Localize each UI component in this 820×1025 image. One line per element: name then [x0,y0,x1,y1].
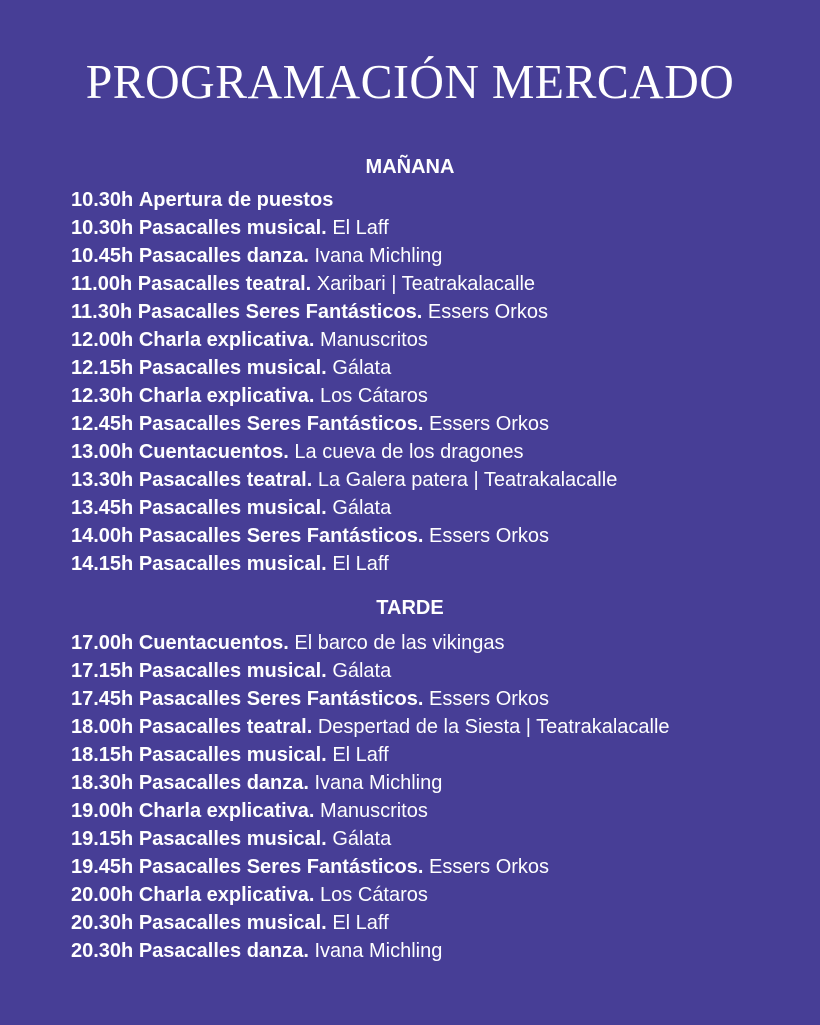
event-activity: Pasacalles musical. [138,357,327,379]
event-activity: Pasacalles musical. [138,912,327,934]
event-performer: Gálata [332,828,392,850]
event-time: 10.30h [71,189,134,211]
event-time: 14.00h [71,525,134,547]
schedule-item [71,298,617,326]
event-time: 10.30h [71,217,134,239]
event-performer: Los Cátaros [320,385,428,407]
event-activity: Pasacalles Seres Fantásticos. [137,301,423,323]
event-activity: Pasacalles musical. [138,744,327,766]
page-title: PROGRAMACIÓN MERCADO [85,54,735,109]
schedule-item [71,438,617,466]
event-performer: La cueva de los dragones [294,441,524,463]
schedule-item [71,741,670,769]
schedule-item [71,466,617,494]
event-time: 12.00h [71,329,134,351]
schedule-item [71,881,670,909]
event-performer: Gálata [332,357,392,379]
schedule-item [71,769,670,797]
morning-heading: MAÑANA [365,156,455,178]
event-activity: Pasacalles musical. [138,828,327,850]
event-time: 18.00h [71,716,134,738]
event-performer: Manuscritos [320,800,428,822]
schedule-item [71,214,617,242]
schedule-item [71,410,617,438]
event-time: 13.00h [71,441,134,463]
event-activity: Pasacalles teatral. [137,273,312,295]
event-activity: Cuentacuentos. [138,632,289,654]
event-activity: Pasacalles Seres Fantásticos. [138,688,424,710]
schedule-item [71,242,617,270]
event-performer: Gálata [332,660,392,682]
event-time: 12.30h [71,385,134,407]
event-performer: Ivana Michling [314,772,443,794]
event-time: 18.30h [71,772,134,794]
event-time: 19.00h [71,800,134,822]
event-performer: El Laff [332,744,389,766]
schedule-item [71,797,670,825]
event-activity: Pasacalles musical. [138,553,327,575]
event-activity: Pasacalles Seres Fantásticos. [138,413,424,435]
event-activity: Charla explicativa. [138,800,315,822]
schedule-item [71,550,617,578]
event-time: 19.15h [71,828,134,850]
event-performer: Ivana Michling [314,940,443,962]
event-performer: Gálata [332,497,392,519]
schedule-item [71,657,670,685]
schedule-item [71,713,670,741]
schedule-item [71,685,670,713]
event-performer: Despertad de la Siesta | Teatrakalacalle [317,716,670,738]
afternoon-schedule-list [71,629,670,965]
schedule-item [71,825,670,853]
event-activity: Pasacalles teatral. [138,469,313,491]
event-performer: Essers Orkos [427,301,548,323]
event-time: 13.45h [71,497,134,519]
morning-schedule-list [71,186,617,578]
event-time: 17.45h [71,688,134,710]
afternoon-heading: TARDE [376,597,444,619]
event-activity: Pasacalles teatral. [138,716,313,738]
schedule-item [71,186,617,214]
schedule-item [71,853,670,881]
event-performer: Essers Orkos [429,856,550,878]
schedule-item [71,909,670,937]
event-performer: La Galera patera | Teatrakalacalle [317,469,618,491]
event-time: 20.00h [71,884,134,906]
schedule-item [71,354,617,382]
event-activity: Pasacalles danza. [138,772,309,794]
event-performer: El barco de las vikingas [294,632,505,654]
event-performer: Los Cátaros [320,884,428,906]
schedule-item [71,629,670,657]
event-time: 19.45h [71,856,134,878]
event-time: 11.30h [71,301,133,323]
event-activity: Pasacalles musical. [138,660,327,682]
event-performer: Xaribari | Teatrakalacalle [316,273,536,295]
event-performer: El Laff [332,217,389,239]
event-performer: Ivana Michling [314,245,443,267]
event-activity: Pasacalles Seres Fantásticos. [138,525,424,547]
event-performer: El Laff [332,912,389,934]
event-performer: Essers Orkos [429,688,550,710]
event-time: 13.30h [71,469,134,491]
schedule-item [71,937,670,965]
event-time: 14.15h [71,553,134,575]
event-activity: Cuentacuentos. [138,441,289,463]
event-time: 11.00h [71,273,133,295]
event-time: 17.00h [71,632,134,654]
schedule-item [71,382,617,410]
event-time: 20.30h [71,912,134,934]
event-time: 10.45h [71,245,134,267]
event-activity: Charla explicativa. [138,385,315,407]
event-activity: Pasacalles danza. [138,245,309,267]
schedule-item [71,522,617,550]
event-time: 12.45h [71,413,134,435]
event-performer: Manuscritos [320,329,428,351]
event-activity: Apertura de puestos [138,189,334,211]
event-performer: Essers Orkos [429,525,550,547]
event-time: 17.15h [71,660,134,682]
event-performer: El Laff [332,553,389,575]
event-activity: Pasacalles danza. [138,940,309,962]
schedule-item [71,494,617,522]
event-activity: Pasacalles Seres Fantásticos. [138,856,424,878]
event-performer: Essers Orkos [429,413,550,435]
event-time: 12.15h [71,357,134,379]
event-activity: Pasacalles musical. [138,217,327,239]
event-activity: Pasacalles musical. [138,497,327,519]
event-activity: Charla explicativa. [138,884,315,906]
event-time: 18.15h [71,744,134,766]
event-time: 20.30h [71,940,134,962]
schedule-item [71,270,617,298]
event-activity: Charla explicativa. [138,329,315,351]
schedule-item [71,326,617,354]
